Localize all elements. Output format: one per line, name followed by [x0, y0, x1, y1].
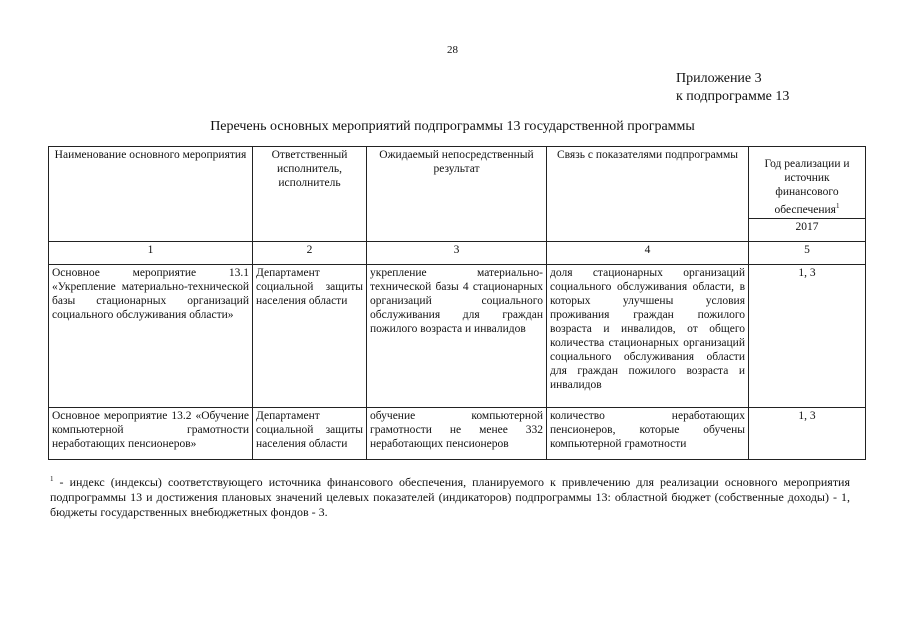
- col-number-1: 1: [49, 242, 253, 265]
- table-header-row: [49, 147, 866, 219]
- page-number: 28: [447, 44, 458, 56]
- header-expected-result: Ожидаемый непосредственный результат: [367, 147, 547, 242]
- header-indicators-link: Связь с показателями подпрограммы: [547, 147, 749, 242]
- appendix-line-1: Приложение 3: [676, 71, 762, 86]
- header-executor: Ответственный исполнитель, исполнитель: [253, 147, 367, 242]
- measure-name: Основное мероприятие 13.1 «Укрепление материально-технической базы стационарных организаций социального обслуживания области»: [49, 265, 253, 408]
- measure-source: 1, 3: [749, 408, 866, 460]
- header-measure-name: Наименование основного мероприятия: [49, 147, 253, 242]
- col-number-3: 3: [367, 242, 547, 265]
- header-year-source-text: Год реализации и источник финансового обеспечения: [764, 158, 850, 216]
- header-footnote-mark: 1: [835, 202, 840, 210]
- document-title: Перечень основных мероприятий подпрограммы 13 государственной программы: [210, 119, 695, 134]
- footnote: [50, 472, 850, 520]
- measure-executor: Департамент социальной защиты населения области: [253, 408, 367, 460]
- measure-source: 1, 3: [749, 265, 866, 408]
- col-number-4: 4: [547, 242, 749, 265]
- table-row: [49, 408, 866, 460]
- table-row: [49, 265, 866, 408]
- header-year: 2017: [749, 219, 866, 242]
- measure-indicator: доля стационарных организаций социального обслуживания области, в которых улучшены условия проживания граждан пожилого возраста и инвалидов, от общего количества стационарных организаций социального обслуживания области для граждан пожилого возраста и инвалидов: [547, 265, 749, 408]
- col-number-2: 2: [253, 242, 367, 265]
- footnote-mark: 1: [50, 475, 54, 483]
- measure-result: укрепление материально-технической базы 4 стационарных организаций социального обслуживания для граждан пожилого возраста и инвалидов: [367, 265, 547, 408]
- measure-result: обучение компьютерной грамотности не менее 332 неработающих пенсионеров: [367, 408, 547, 460]
- measure-name: Основное мероприятие 13.2 «Обучение компьютерной грамотности неработающих пенсионеров»: [49, 408, 253, 460]
- appendix-line-2: к подпрограмме 13: [676, 89, 790, 104]
- appendix-block: [676, 70, 789, 106]
- measures-table: [48, 146, 866, 460]
- header-year-source: [749, 147, 866, 219]
- col-number-5: 5: [749, 242, 866, 265]
- measure-indicator: количество неработающих пенсионеров, которые обучены компьютерной грамотности: [547, 408, 749, 460]
- measure-executor: Департамент социальной защиты населения области: [253, 265, 367, 408]
- table-number-row: [49, 242, 866, 265]
- footnote-text: - индекс (индексы) соответствующего источника финансового обеспечения, планируемого к привлечению для реализации основного мероприятия подпрограммы 13 и достижения плановых значений целевых показателей (индикаторов) подпрограммы 13: областной бюджет (собственные доходы) - 1, бюджеты государственных внебюджетных фондов - 3.: [50, 475, 850, 519]
